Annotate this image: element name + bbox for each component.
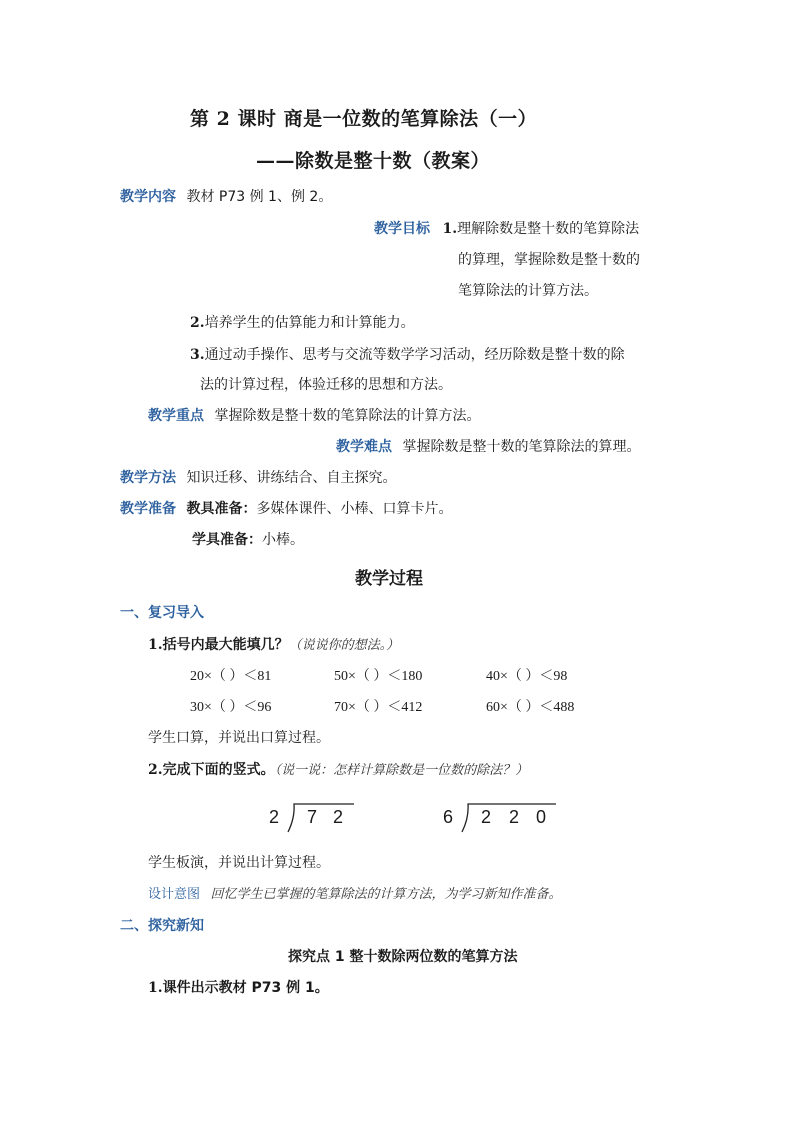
q2-row <box>148 759 528 779</box>
objective-1-line-1: 理解除数是整十数的笔算除法 <box>457 221 640 237</box>
student-prep-row <box>192 529 304 549</box>
objective-2-num: 2. <box>190 315 205 331</box>
objective-1-line-2: 的算理，掌握除数是整十数的 <box>458 252 640 268</box>
preparation-row <box>120 498 452 518</box>
div2-dividend-digit-2: 2 <box>509 807 520 827</box>
objective-3-num: 3. <box>190 347 205 363</box>
objective-3 <box>190 344 625 364</box>
q1-row <box>148 634 399 654</box>
method-row <box>120 467 396 487</box>
design-intent-row <box>148 883 561 902</box>
method-label: 教学方法 <box>120 470 176 486</box>
design-intent-text: 回忆学生已掌握的笔算除法的计算方法，为学习新知作准备。 <box>210 887 562 902</box>
method-text: 知识迁移、讲练结合、自主探究。 <box>186 470 397 486</box>
section-2-heading: 二、探究新知 <box>120 918 204 934</box>
preparation-label: 教学准备 <box>120 501 176 517</box>
section-2-item-1-text: 课件出示教材 P73 例 1。 <box>162 980 329 996</box>
q1-row2-col1: 30×（ ）＜96 <box>190 700 272 715</box>
q1-row1-col2: 50×（ ）＜180 <box>334 669 423 684</box>
objectives-row <box>374 218 639 238</box>
q2-after: 学生板演，并说出计算过程。 <box>148 855 330 871</box>
student-prep-text: 小棒。 <box>262 532 304 548</box>
content-text: 教材 P73 例 1、例 2。 <box>186 189 333 205</box>
q1-num: 1. <box>148 637 163 653</box>
q2-text: 完成下面的竖式。 <box>162 762 275 778</box>
q1-after: 学生口算，并说出口算过程。 <box>148 730 330 746</box>
objective-2 <box>190 312 415 332</box>
key-point-label: 教学重点 <box>148 408 204 424</box>
section-2-item-1-num: 1. <box>148 980 163 996</box>
content-row <box>120 186 332 206</box>
design-intent-label: 设计意图 <box>148 887 201 902</box>
key-point-row <box>148 405 480 425</box>
difficulty-label: 教学难点 <box>336 439 392 455</box>
q1-row1-col3: 40×（ ）＜98 <box>486 669 568 684</box>
explore-point-1-heading: 探究点 1 整十数除两位数的笔算方法 <box>288 949 518 965</box>
process-heading: 教学过程 <box>355 569 423 589</box>
objective-3-line-2: 法的计算过程，体验迁移的思想和方法。 <box>200 377 452 393</box>
teacher-prep-label: 教具准备： <box>186 501 257 517</box>
q2-note: （说一说：怎样计算除数是一位数的除法？） <box>274 763 529 778</box>
key-point-text: 掌握除数是整十数的笔算除法的计算方法。 <box>214 408 481 424</box>
q2-num: 2. <box>148 762 163 778</box>
section-1-heading: 一、复习导入 <box>120 605 204 621</box>
objective-1-num: 1. <box>442 221 458 237</box>
div2-divisor: 6 <box>443 807 454 827</box>
difficulty-text: 掌握除数是整十数的笔算除法的算理。 <box>402 439 641 455</box>
q1-row1-col1: 20×（ ）＜81 <box>190 669 272 684</box>
div2-dividend-digit-3: 0 <box>536 807 547 827</box>
content-label: 教学内容 <box>120 189 176 205</box>
div1-bracket <box>284 802 356 834</box>
objective-1-line-3: 笔算除法的计算方法。 <box>458 283 598 299</box>
student-prep-label: 学具准备： <box>192 532 262 548</box>
page-subtitle: ——除数是整十数（教案） <box>256 150 491 172</box>
div1-dividend-digit-1: 7 <box>307 807 318 827</box>
difficulty-row <box>336 436 640 456</box>
page-title: 第 2 课时 商是一位数的笔算除法（一） <box>190 108 538 130</box>
div1-dividend-digit-2: 2 <box>333 807 344 827</box>
section-2-item-1 <box>148 977 329 997</box>
div1-divisor: 2 <box>269 807 280 827</box>
div2-dividend-digit-1: 2 <box>481 807 492 827</box>
objective-2-text: 培养学生的估算能力和计算能力。 <box>204 315 415 331</box>
objectives-label: 教学目标 <box>374 221 430 237</box>
q1-text: 括号内最大能填几？ <box>162 637 289 653</box>
teacher-prep-text: 多媒体课件、小棒、口算卡片。 <box>256 501 453 517</box>
objective-3-line-1: 通过动手操作、思考与交流等数学学习活动，经历除数是整十数的除 <box>204 347 625 363</box>
q1-row2-col2: 70×（ ）＜412 <box>334 700 423 715</box>
q1-note: （说说你的想法。） <box>288 638 400 653</box>
q1-row2-col3: 60×（ ）＜488 <box>486 700 575 715</box>
